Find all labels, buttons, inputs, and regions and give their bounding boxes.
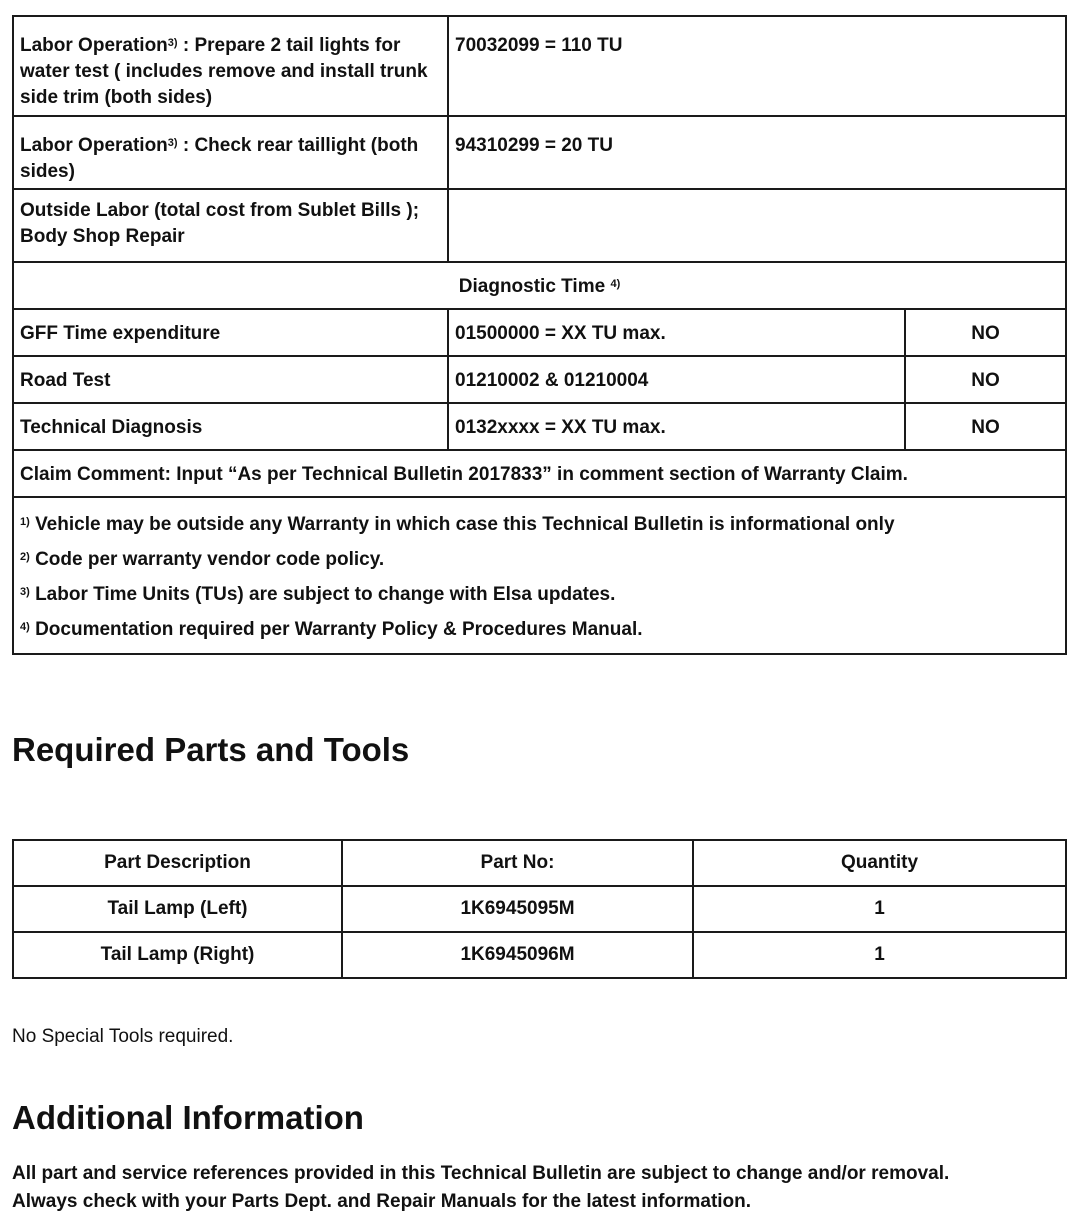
- diagnostic-flag: NO: [905, 403, 1066, 450]
- part-number: 1K6945095M: [342, 886, 693, 932]
- diagnostic-time-header: Diagnostic Time $^{4)}$: [13, 262, 1066, 309]
- footnote: $^{1)}$ Vehicle may be outside any Warranty in which case this Technical Bulletin is informational only: [20, 514, 895, 535]
- footnotes: [13, 497, 1066, 654]
- diagnostic-code: 0132xxxx = XX TU max.: [448, 403, 905, 450]
- labor-description: Outside Labor (total cost from Sublet Bills ); Body Shop Repair: [13, 189, 448, 262]
- diagnostic-flag: NO: [905, 356, 1066, 403]
- table-row: [13, 262, 1066, 309]
- labor-description: Labor Operation$^{3)}$ : Prepare 2 tail lights for water test ( includes remove and install trunk side trim (both sides): [13, 16, 448, 116]
- table-row: [13, 497, 1066, 654]
- table-row: [13, 189, 1066, 262]
- column-header: Part Description: [13, 840, 342, 886]
- part-description: Tail Lamp (Left): [13, 886, 342, 932]
- info-line: Always check with your Parts Dept. and Repair Manuals for the latest information.: [12, 1191, 752, 1212]
- footnote: $^{4)}$ Documentation required per Warranty Policy & Procedures Manual.: [20, 619, 643, 640]
- additional-info-text: [12, 1160, 1072, 1216]
- labor-description: Labor Operation$^{3)}$ : Check rear taillight (both sides): [13, 116, 448, 189]
- column-header: Part No:: [342, 840, 693, 886]
- table-row: [13, 16, 1066, 116]
- table-header-row: [13, 840, 1066, 886]
- labor-code: 70032099 = 110 TU: [448, 16, 1066, 116]
- diagnostic-label: Road Test: [13, 356, 448, 403]
- table-row: [13, 886, 1066, 932]
- table-row: [13, 356, 1066, 403]
- tools-note: No Special Tools required.: [12, 1026, 234, 1047]
- diagnostic-code: 01500000 = XX TU max.: [448, 309, 905, 356]
- part-number: 1K6945096M: [342, 932, 693, 978]
- column-header: Quantity: [693, 840, 1066, 886]
- labor-operations-table: [12, 15, 1067, 655]
- part-description: Tail Lamp (Right): [13, 932, 342, 978]
- info-line: All part and service references provided in this Technical Bulletin are subject to change and/or removal.: [12, 1163, 950, 1184]
- diagnostic-flag: NO: [905, 309, 1066, 356]
- claim-comment: Claim Comment: Input “As per Technical Bulletin 2017833” in comment section of Warranty Claim.: [13, 450, 1066, 497]
- labor-code: 94310299 = 20 TU: [448, 116, 1066, 189]
- table-row: [13, 450, 1066, 497]
- table-row: [13, 309, 1066, 356]
- footnote: $^{3)}$ Labor Time Units (TUs) are subject to change with Elsa updates.: [20, 584, 616, 605]
- parts-table: [12, 839, 1067, 979]
- labor-code: [448, 189, 1066, 262]
- table-row: [13, 116, 1066, 189]
- part-quantity: 1: [693, 932, 1066, 978]
- diagnostic-label: GFF Time expenditure: [13, 309, 448, 356]
- section-heading-parts: Required Parts and Tools: [12, 731, 410, 768]
- diagnostic-label: Technical Diagnosis: [13, 403, 448, 450]
- table-row: [13, 403, 1066, 450]
- section-heading-additional-info: Additional Information: [12, 1099, 364, 1136]
- footnote: $^{2)}$ Code per warranty vendor code policy.: [20, 549, 385, 570]
- part-quantity: 1: [693, 886, 1066, 932]
- diagnostic-code: 01210002 & 01210004: [448, 356, 905, 403]
- table-row: [13, 932, 1066, 978]
